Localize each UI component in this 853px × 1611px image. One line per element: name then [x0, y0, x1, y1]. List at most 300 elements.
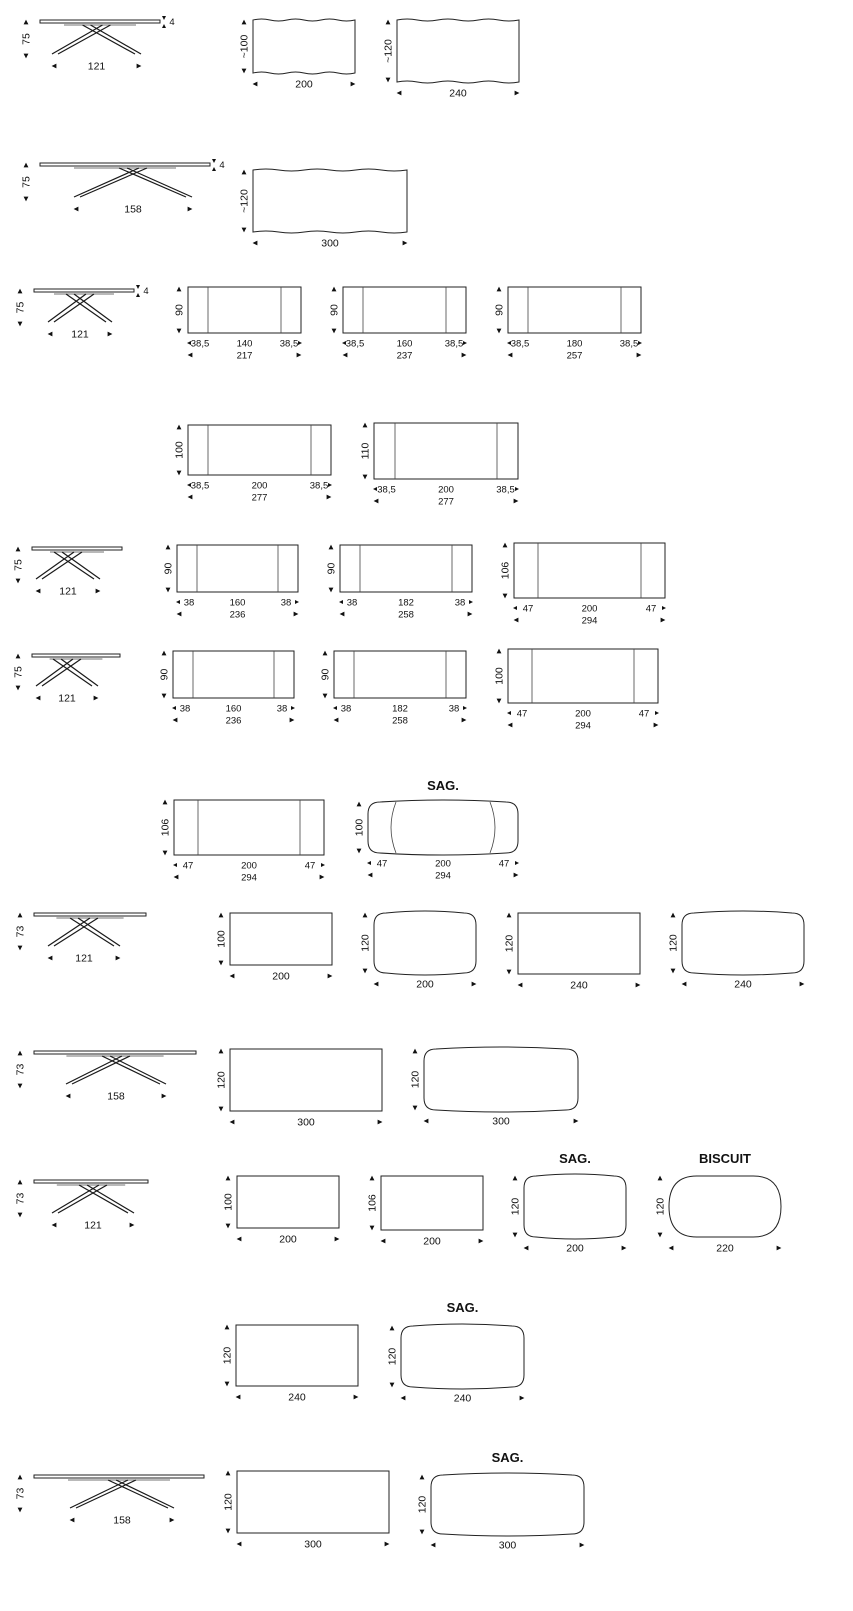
extension-leaf-line — [490, 802, 495, 853]
arrow-head — [323, 694, 328, 699]
table-top-profile — [32, 547, 122, 550]
arrow-head — [682, 982, 687, 987]
arrow-head — [136, 293, 140, 297]
arrow-head — [363, 423, 368, 428]
leg-line — [54, 294, 94, 322]
table-top-outline — [424, 1047, 578, 1112]
arrow-head — [295, 600, 299, 604]
depth-label: 73 — [14, 1487, 27, 1500]
depth-label: 100 — [222, 1193, 235, 1211]
arrow-head — [172, 706, 176, 710]
table-top-outline — [374, 423, 518, 479]
depth-label: 90 — [328, 304, 341, 316]
arrow-head — [226, 1529, 231, 1534]
table-top-outline — [381, 1176, 483, 1230]
arrow-head — [370, 1226, 375, 1231]
arrow-head — [188, 207, 193, 212]
depth-label: 75 — [20, 176, 33, 188]
arrow-head — [225, 1382, 230, 1387]
arrow-head — [212, 159, 216, 163]
arrow-head — [513, 1176, 518, 1181]
width-label: 236 — [229, 609, 246, 621]
arrow-head — [390, 1326, 395, 1331]
arrow-head — [328, 483, 332, 487]
arrow-head — [18, 322, 23, 327]
depth-label: 120 — [409, 1070, 422, 1089]
width-label: 121 — [75, 952, 93, 965]
depth-label: 90 — [319, 668, 332, 681]
depth-label: 120 — [221, 1346, 234, 1365]
arrow-head — [162, 1094, 167, 1099]
table-plan — [329, 287, 468, 362]
middle-width-label: 160 — [396, 338, 413, 350]
arrow-head — [52, 64, 57, 69]
side-view — [21, 159, 225, 216]
arrow-head — [385, 1542, 390, 1547]
width-label: 158 — [113, 1514, 131, 1527]
arrow-head — [373, 487, 377, 491]
arrow-head — [339, 600, 343, 604]
arrow-head — [413, 1049, 418, 1054]
arrow-head — [94, 696, 99, 701]
width-label: 217 — [236, 350, 253, 362]
arrow-head — [219, 913, 224, 918]
extension-right-label: 47 — [645, 603, 657, 615]
arrow-head — [18, 289, 23, 294]
middle-width-label: 200 — [581, 603, 598, 615]
width-label: 121 — [84, 1219, 102, 1232]
arrow-head — [236, 1395, 241, 1400]
arrow-head — [431, 1543, 436, 1548]
depth-label: 90 — [493, 304, 506, 316]
width-label: 240 — [570, 979, 588, 992]
leg-line — [110, 1056, 166, 1084]
arrow-head — [514, 873, 519, 878]
extension-left-label: 38 — [340, 703, 352, 715]
arrow-head — [18, 913, 23, 918]
arrow-head — [188, 353, 193, 358]
depth-label: 110 — [359, 442, 372, 460]
width-label: 240 — [449, 87, 467, 100]
arrow-head — [518, 983, 523, 988]
width-label: 277 — [438, 496, 454, 508]
table-plan — [500, 543, 667, 627]
leg-line — [79, 1185, 128, 1213]
depth-label: 100 — [215, 930, 228, 948]
arrow-head — [219, 1049, 224, 1054]
middle-width-label: 160 — [229, 597, 246, 609]
arrow-head — [328, 974, 333, 979]
table-plan — [354, 778, 520, 882]
table-plan — [222, 1325, 359, 1404]
width-label: 240 — [453, 1392, 472, 1405]
arrow-head — [463, 706, 467, 710]
table-top-outline — [682, 911, 804, 975]
arrow-head — [24, 163, 29, 168]
arrow-head — [226, 1471, 231, 1476]
arrow-head — [520, 1396, 525, 1401]
table-plan — [494, 287, 643, 362]
leg-line — [70, 1480, 128, 1508]
arrow-head — [386, 78, 391, 83]
leg-line — [102, 1056, 160, 1084]
middle-width-label: 200 — [435, 858, 451, 870]
arrow-head — [514, 499, 519, 504]
arrow-head — [497, 699, 502, 704]
extension-right-label: 38 — [276, 703, 288, 715]
extension-right-label: 38,5 — [309, 480, 329, 492]
arrow-head — [321, 863, 325, 867]
width-label: 237 — [396, 350, 413, 362]
table-plan — [410, 1047, 579, 1128]
arrow-head — [173, 718, 178, 723]
arrow-head — [177, 612, 182, 617]
table-plan — [159, 651, 296, 727]
arrow-head — [323, 651, 328, 656]
arrow-head — [462, 353, 467, 358]
depth-label: 120 — [503, 934, 516, 953]
side-view — [15, 1051, 197, 1103]
arrow-head — [188, 495, 193, 500]
arrow-head — [622, 1246, 627, 1251]
width-label: 258 — [398, 609, 414, 621]
arrow-head — [329, 545, 334, 550]
arrow-head — [116, 956, 121, 961]
side-view — [15, 1180, 149, 1232]
extension-left-label: 38,5 — [190, 338, 210, 350]
arrow-head — [420, 1475, 425, 1480]
arrow-head — [253, 82, 258, 87]
table-plan — [223, 1176, 340, 1246]
table-top-profile — [34, 1180, 148, 1183]
arrow-head — [333, 706, 337, 710]
width-label: 158 — [107, 1090, 125, 1103]
extension-left-label: 38,5 — [510, 338, 530, 350]
extension-leaf-line — [391, 802, 396, 853]
table-plan — [239, 19, 356, 91]
arrow-head — [212, 167, 216, 171]
arrow-head — [367, 861, 371, 865]
arrow-head — [320, 875, 325, 880]
depth-label: 75 — [20, 33, 33, 45]
middle-width-label: 182 — [398, 597, 414, 609]
table-top-outline — [401, 1324, 524, 1389]
depth-label: 120 — [222, 1493, 235, 1511]
arrow-head — [671, 969, 676, 974]
table-top-profile — [40, 20, 160, 23]
arrow-head — [658, 1233, 663, 1238]
arrow-head — [515, 487, 519, 491]
arrow-head — [462, 718, 467, 723]
table-top-outline — [508, 649, 658, 703]
width-label: 200 — [416, 978, 434, 991]
thickness-label: 4 — [143, 286, 149, 297]
leg-line — [42, 659, 81, 686]
extension-left-label: 38,5 — [190, 480, 210, 492]
arrow-head — [580, 1543, 585, 1548]
arrow-head — [329, 588, 334, 593]
table-top-outline — [173, 651, 294, 698]
arrow-head — [386, 20, 391, 25]
depth-label: 90 — [158, 668, 171, 681]
arrow-head — [374, 982, 379, 987]
table-top-outline — [177, 545, 298, 592]
arrow-head — [638, 341, 642, 345]
table-plan — [239, 169, 408, 250]
table-top-outline — [237, 1176, 339, 1228]
width-label: 158 — [124, 203, 142, 216]
extension-right-label: 47 — [304, 860, 316, 872]
table-top-outline — [174, 800, 324, 855]
width-label: 240 — [288, 1391, 306, 1404]
table-top-outline — [230, 913, 332, 965]
leg-line — [108, 1480, 168, 1508]
side-view — [15, 1475, 205, 1527]
arrow-head — [166, 588, 171, 593]
arrow-head — [219, 961, 224, 966]
leg-line — [116, 1480, 174, 1508]
arrow-head — [108, 332, 113, 337]
arrow-head — [173, 863, 177, 867]
depth-label: 106 — [499, 561, 512, 580]
arrow-head — [370, 1176, 375, 1181]
leg-line — [91, 25, 142, 54]
arrow-head — [390, 1383, 395, 1388]
arrow-head — [515, 91, 520, 96]
arrow-head — [137, 64, 142, 69]
width-label: 300 — [498, 1539, 517, 1552]
table-top-outline — [188, 287, 301, 333]
arrow-head — [294, 612, 299, 617]
width-label: 294 — [581, 615, 598, 627]
shape-title: BISCUIT — [699, 1151, 751, 1166]
arrow-head — [351, 82, 356, 87]
arrow-head — [335, 1237, 340, 1242]
width-label: 200 — [566, 1242, 584, 1255]
table-top-profile — [32, 654, 120, 657]
depth-label: 90 — [173, 304, 186, 316]
arrow-head — [332, 329, 337, 334]
table-plan — [216, 913, 333, 983]
side-view — [15, 913, 147, 965]
table-plan — [510, 1151, 627, 1255]
width-label: 121 — [87, 60, 106, 73]
arrow-head — [343, 353, 348, 358]
arrow-head — [18, 1084, 23, 1089]
extension-right-label: 38,5 — [496, 484, 515, 496]
middle-width-label: 200 — [438, 484, 454, 496]
table-plan — [160, 800, 326, 884]
table-top-outline — [253, 169, 407, 233]
table-plan — [223, 1471, 390, 1551]
arrow-head — [662, 606, 666, 610]
arrow-head — [237, 1542, 242, 1547]
table-top-outline — [518, 913, 640, 974]
arrow-head — [242, 170, 247, 175]
arrow-head — [74, 207, 79, 212]
arrow-head — [237, 1237, 242, 1242]
arrow-head — [637, 353, 642, 358]
arrow-head — [163, 800, 168, 805]
arrow-head — [514, 618, 519, 623]
depth-label: 100 — [173, 441, 186, 459]
arrow-head — [162, 16, 166, 20]
width-label: 300 — [304, 1538, 322, 1551]
table-plan — [367, 1176, 484, 1248]
arrow-head — [381, 1239, 386, 1244]
arrow-head — [18, 1051, 23, 1056]
arrow-head — [24, 197, 29, 202]
arrow-head — [177, 329, 182, 334]
arrow-head — [162, 694, 167, 699]
extension-left-label: 38 — [183, 597, 195, 609]
side-view — [13, 654, 121, 705]
extension-right-label: 38,5 — [444, 338, 464, 350]
depth-label: ~120 — [238, 189, 251, 213]
table-top-profile — [34, 1051, 196, 1054]
table-top-profile — [40, 163, 210, 166]
width-label: 258 — [392, 715, 408, 727]
leg-line — [52, 1185, 99, 1213]
extension-left-label: 38,5 — [377, 484, 396, 496]
table-top-outline — [431, 1473, 584, 1536]
middle-width-label: 180 — [566, 338, 583, 350]
depth-label: 120 — [509, 1197, 522, 1216]
width-label: 200 — [279, 1233, 297, 1246]
arrow-head — [507, 711, 511, 715]
table-plan — [387, 1300, 525, 1405]
table-plan — [417, 1450, 585, 1552]
arrow-head — [354, 1395, 359, 1400]
arrow-head — [654, 723, 659, 728]
depth-label: 106 — [366, 1194, 379, 1212]
width-label: 121 — [58, 692, 76, 705]
arrow-head — [363, 969, 368, 974]
leg-line — [53, 659, 92, 686]
arrow-head — [507, 341, 511, 345]
arrow-head — [291, 706, 295, 710]
arrow-head — [413, 1106, 418, 1111]
arrow-head — [524, 1246, 529, 1251]
table-top-outline — [343, 287, 466, 333]
middle-width-label: 160 — [225, 703, 242, 715]
middle-width-label: 140 — [236, 338, 253, 350]
leg-line — [80, 168, 147, 197]
arrow-head — [18, 1213, 23, 1218]
side-view — [21, 16, 175, 73]
arrow-head — [162, 651, 167, 656]
middle-width-label: 200 — [241, 860, 257, 872]
arrow-head — [130, 1223, 135, 1228]
depth-label: 73 — [14, 1192, 27, 1205]
arrow-head — [332, 287, 337, 292]
arrow-head — [420, 1530, 425, 1535]
arrow-head — [497, 329, 502, 334]
arrow-head — [513, 606, 517, 610]
table-plan — [383, 19, 520, 100]
leg-line — [78, 918, 120, 946]
arrow-head — [497, 287, 502, 292]
leg-line — [76, 1480, 136, 1508]
arrow-head — [166, 545, 171, 550]
middle-width-label: 182 — [392, 703, 408, 715]
width-label: 200 — [272, 970, 290, 983]
table-top-outline — [368, 800, 518, 855]
arrow-head — [52, 1223, 57, 1228]
table-top-outline — [230, 1049, 382, 1111]
arrow-head — [661, 618, 666, 623]
arrow-head — [177, 287, 182, 292]
width-label: 240 — [734, 978, 752, 991]
extension-right-label: 38 — [448, 703, 460, 715]
arrow-head — [230, 1120, 235, 1125]
arrow-head — [176, 600, 180, 604]
leg-line — [61, 659, 98, 686]
depth-label: 120 — [359, 934, 372, 952]
width-label: 300 — [297, 1116, 315, 1129]
arrow-head — [226, 1224, 231, 1229]
arrow-head — [16, 547, 21, 552]
extension-left-label: 47 — [182, 860, 194, 872]
arrow-head — [177, 471, 182, 476]
table-top-profile — [34, 913, 146, 916]
arrow-head — [340, 612, 345, 617]
arrow-head — [463, 341, 467, 345]
arrow-head — [574, 1119, 579, 1124]
shape-title: SAG. — [446, 1300, 479, 1315]
depth-label: 90 — [325, 562, 338, 575]
leg-line — [52, 25, 103, 54]
arrow-head — [497, 649, 502, 654]
extension-right-label: 47 — [638, 708, 650, 720]
arrow-head — [508, 353, 513, 358]
leg-line — [74, 294, 112, 322]
arrow-head — [242, 20, 247, 25]
arrow-head — [507, 970, 512, 975]
leg-line — [58, 25, 111, 54]
arrow-head — [230, 974, 235, 979]
depth-label: 120 — [667, 934, 680, 952]
table-plan — [326, 545, 474, 621]
arrow-head — [363, 475, 368, 480]
depth-label: 90 — [162, 562, 175, 575]
arrow-head — [513, 1233, 518, 1238]
arrow-head — [226, 1176, 231, 1181]
table-plan — [174, 287, 303, 362]
shape-title: SAG. — [427, 778, 459, 793]
leg-line — [66, 294, 106, 322]
arrow-head — [424, 1119, 429, 1124]
arrow-head — [96, 589, 101, 594]
arrow-head — [403, 241, 408, 246]
arrow-head — [24, 20, 29, 25]
extension-left-label: 47 — [522, 603, 534, 615]
arrow-head — [503, 594, 508, 599]
table-top-outline — [237, 1471, 389, 1533]
arrow-head — [669, 1246, 674, 1251]
extension-right-label: 38 — [280, 597, 292, 609]
table-top-outline — [514, 543, 665, 598]
depth-label: ~100 — [238, 34, 251, 59]
width-label: 277 — [251, 492, 268, 504]
arrow-head — [290, 718, 295, 723]
arrow-head — [671, 913, 676, 918]
arrow-head — [16, 654, 21, 659]
extension-left-label: 38 — [179, 703, 191, 715]
arrow-head — [468, 612, 473, 617]
extension-right-label: 38,5 — [619, 338, 639, 350]
arrow-head — [508, 723, 513, 728]
